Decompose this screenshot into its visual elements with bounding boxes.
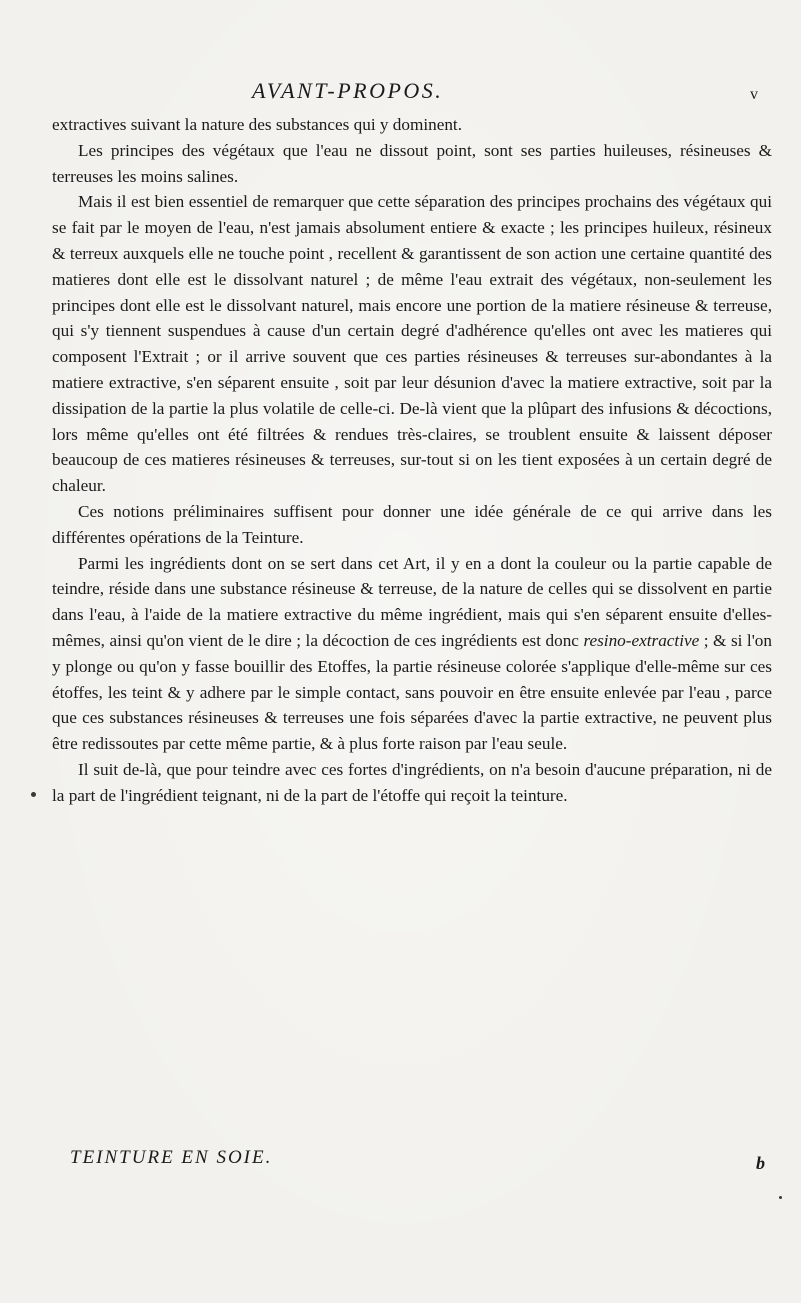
- paragraph: [52, 551, 772, 757]
- paragraph: Mais il est bien essentiel de remarquer que cette séparation des principes prochains des végétaux qui se fait par le moyen de l'eau, n'est jamais absolument entiere & exacte ; les principes huileux, résineux & terreux auxquels elle ne touche point , recellent & garantissent de son action une certaine quantité des matieres dont elle est le dissolvant naturel ; de même l'eau extrait des végétaux, non-seulement les principes dont elle est le dissolvant naturel, mais encore une portion de la matiere résineuse & terreuse, qui s'y tiennent suspendues à cause d'un certain degré d'adhérence qu'elles ont avec les matieres qui composent l'Extrait ; or il arrive souvent que ces parties résineuses & terreuses sur-abondantes à la matiere extractive, s'en séparent ensuite , soit par leur désunion d'avec la matiere extractive, soit par la dissipation de la partie la plus volatile de celle-ci. De-là vient que la plûpart des infusions & décoctions, lors même qu'elles ont été filtrées & rendues très-claires, se troublent ensuite & laissent déposer beaucoup de ces matieres résineuses & terreuses, sur-tout si on les tient exposées à un certain degré de chaleur.: [52, 192, 772, 496]
- italic-term: resino-extractive: [583, 630, 700, 650]
- paragraph: Les principes des végétaux que l'eau ne dissout point, sont ses parties huileuses, résineuses & terreuses les moins salines.: [52, 140, 772, 186]
- running-head: AVANT-PROPOS.: [252, 78, 444, 103]
- signature-mark: b: [756, 1153, 765, 1173]
- paragraph-text: ; & si l'on y plonge ou qu'on y fasse bouillir des Etoffes, la partie résineuse colorée s'applique d'elle-même sur ces étoffes, les teint & y adhere par le simple contact, sans pouvoir en être ensuite enlevée par l'eau , parce que ces substances résineuses & terreuses une fois séparées d'avec la partie extractive, ne peuvent plus être redissoutes par cette même partie, & à plus forte raison par l'eau seule.: [52, 630, 772, 754]
- ink-speck: [31, 792, 36, 797]
- body-text: [52, 112, 772, 809]
- ink-speck: [779, 1196, 782, 1199]
- paragraph-continuation: extractives suivant la nature des substances qui y dominent.: [52, 115, 463, 134]
- paragraph: Ces notions préliminaires suffisent pour donner une idée générale de ce qui arrive dans les différentes opérations de la Teinture.: [52, 501, 772, 547]
- catchword: TEINTURE EN SOIE.: [70, 1147, 273, 1168]
- paragraph-text: Parmi les ingrédients dont on se sert dans cet Art, il y en a dont la couleur ou la partie capable de teindre, réside dans une substance résineuse & terreuse, de la nature de celles qui se dissolvent en partie dans l'eau, à l'aide de la matiere extractive du même ingrédient, mais qui s'en séparent ensuite d'elles-mêmes, ainsi qu'on vient de le dire ; la décoction de ces ingrédients est donc: [52, 553, 772, 650]
- page-number: v: [750, 86, 758, 103]
- page-footer: [70, 1147, 765, 1173]
- paragraph: Il suit de-là, que pour teindre avec ces fortes d'ingrédients, on n'a besoin d'aucune préparation, ni de la part de l'ingrédient teignant, ni de la part de l'étoffe qui reçoit la teinture.: [52, 759, 772, 805]
